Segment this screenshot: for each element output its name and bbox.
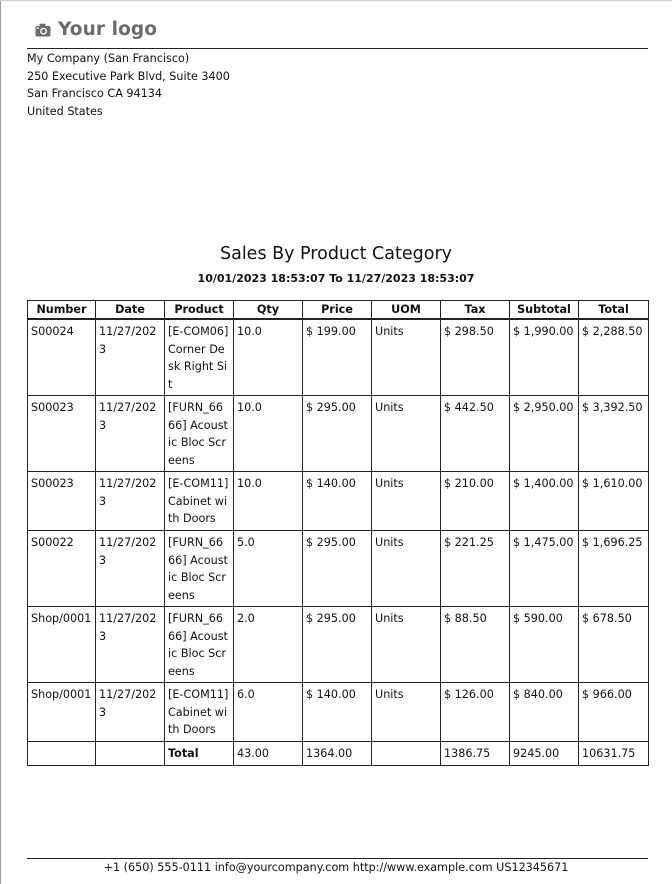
cell-product: [E-COM11] Cabinet with Doors [165, 472, 234, 531]
cell-number: S00022 [28, 531, 96, 607]
cell-tax: $ 126.00 [441, 683, 510, 742]
cell-subtotal: $ 2,950.00 [510, 396, 579, 472]
report-date-range: 10/01/2023 18:53:07 To 11/27/2023 18:53:07 [197, 272, 475, 285]
header-qty: Qty [234, 301, 303, 320]
cell-date: 11/27/2023 [96, 607, 165, 683]
header-tax: Tax [441, 301, 510, 320]
cell-uom: Units [372, 531, 441, 607]
header-subtotal: Subtotal [510, 301, 579, 320]
footer-contact: +1 (650) 555-0111 info@yourcompany.com http://www.example.com US12345671 [103, 861, 569, 874]
cell-date: 11/27/2023 [96, 531, 165, 607]
logo-text: Your logo [58, 19, 158, 40]
header-number: Number [28, 301, 96, 320]
cell-tax: $ 221.25 [441, 531, 510, 607]
company-logo [35, 19, 157, 40]
cell-date: 11/27/2023 [96, 683, 165, 742]
page-edge [0, 0, 1, 884]
cell-subtotal: $ 1,400.00 [510, 472, 579, 531]
page-edge-top [0, 0, 672, 1]
cell-price: $ 295.00 [303, 396, 372, 472]
cell-date: 11/27/2023 [96, 472, 165, 531]
cell-subtotal: $ 1,990.00 [510, 319, 579, 396]
report-title: Sales By Product Category [219, 244, 452, 264]
cell-subtotal: $ 840.00 [510, 683, 579, 742]
header-uom: UOM [372, 301, 441, 320]
company-address [27, 50, 230, 120]
cell-qty: 6.0 [234, 683, 303, 742]
cell-date: 11/27/2023 [96, 396, 165, 472]
cell-number: S00023 [28, 396, 96, 472]
table-row [28, 683, 649, 742]
table-row [28, 319, 649, 396]
cell-empty [96, 742, 165, 766]
sales-table [27, 300, 649, 766]
table-total-row [28, 742, 649, 766]
company-name: My Company (San Francisco) [27, 52, 190, 65]
cell-subtotal: $ 590.00 [510, 607, 579, 683]
cell-qty: 2.0 [234, 607, 303, 683]
cell-tax: $ 210.00 [441, 472, 510, 531]
cell-number: S00023 [28, 472, 96, 531]
header-total: Total [579, 301, 649, 320]
total-price: 1364.00 [303, 742, 372, 766]
cell-date: 11/27/2023 [96, 319, 165, 396]
cell-number: S00024 [28, 319, 96, 396]
cell-qty: 10.0 [234, 472, 303, 531]
table-header-row [28, 301, 649, 320]
total-amount: 10631.75 [579, 742, 649, 766]
header-price: Price [303, 301, 372, 320]
header-product: Product [165, 301, 234, 320]
camera-icon [35, 23, 51, 37]
total-label: Total [165, 742, 234, 766]
cell-price: $ 199.00 [303, 319, 372, 396]
company-city: San Francisco CA 94134 [27, 87, 163, 100]
cell-price: $ 295.00 [303, 607, 372, 683]
header-date: Date [96, 301, 165, 320]
cell-uom: Units [372, 683, 441, 742]
cell-total: $ 1,696.25 [579, 531, 649, 607]
cell-price: $ 295.00 [303, 531, 372, 607]
company-country: United States [27, 104, 103, 118]
cell-total: $ 3,392.50 [579, 396, 649, 472]
company-street: 250 Executive Park Blvd, Suite 3400 [27, 69, 230, 83]
cell-product: [E-COM11] Cabinet with Doors [165, 683, 234, 742]
cell-uom: Units [372, 472, 441, 531]
total-tax: 1386.75 [441, 742, 510, 766]
cell-product: [E-COM06] Corner Desk Right Sit [165, 319, 234, 396]
cell-tax: $ 88.50 [441, 607, 510, 683]
cell-total: $ 2,288.50 [579, 319, 649, 396]
cell-total: $ 1,610.00 [579, 472, 649, 531]
table-row [28, 396, 649, 472]
cell-tax: $ 442.50 [441, 396, 510, 472]
cell-uom: Units [372, 319, 441, 396]
cell-total: $ 678.50 [579, 607, 649, 683]
cell-number: Shop/0001 [28, 683, 96, 742]
cell-qty: 10.0 [234, 319, 303, 396]
total-qty: 43.00 [234, 742, 303, 766]
table-row [28, 472, 649, 531]
cell-number: Shop/0001 [28, 607, 96, 683]
cell-uom: Units [372, 607, 441, 683]
cell-qty: 5.0 [234, 531, 303, 607]
cell-product: [FURN_6666] Acoustic Bloc Screens [165, 531, 234, 607]
cell-subtotal: $ 1,475.00 [510, 531, 579, 607]
cell-product: [FURN_6666] Acoustic Bloc Screens [165, 396, 234, 472]
cell-total: $ 966.00 [579, 683, 649, 742]
table-row [28, 531, 649, 607]
cell-price: $ 140.00 [303, 472, 372, 531]
footer-divider [27, 858, 648, 859]
cell-uom: Units [372, 396, 441, 472]
cell-product: [FURN_6666] Acoustic Bloc Screens [165, 607, 234, 683]
cell-price: $ 140.00 [303, 683, 372, 742]
table-row [28, 607, 649, 683]
cell-empty [28, 742, 96, 766]
header-divider [27, 48, 648, 49]
cell-empty [372, 742, 441, 766]
cell-qty: 10.0 [234, 396, 303, 472]
total-subtotal: 9245.00 [510, 742, 579, 766]
cell-tax: $ 298.50 [441, 319, 510, 396]
